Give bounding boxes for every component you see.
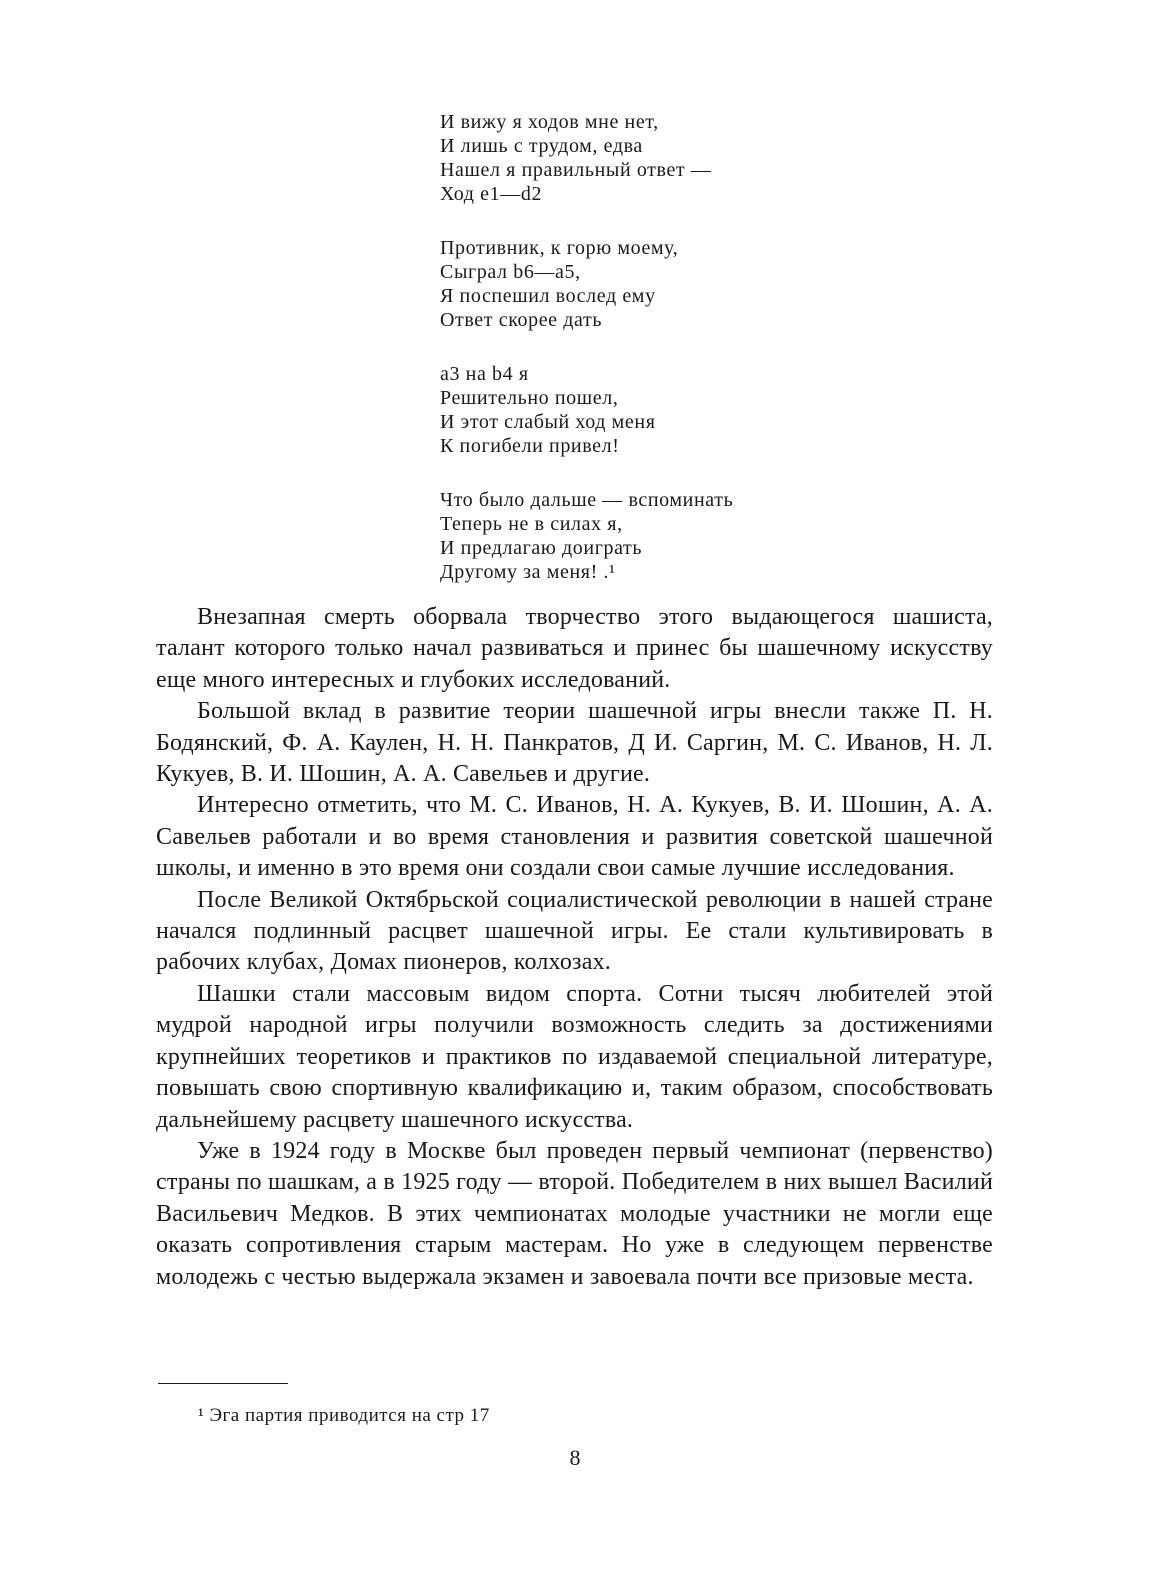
poem-line: Нашел я правильный ответ —: [440, 159, 712, 181]
poem-line: Решительно пошел,: [440, 387, 619, 409]
poem-line: И этот слабый ход меня: [440, 411, 656, 433]
poem-stanza: [440, 488, 860, 584]
footnote-divider: [158, 1383, 288, 1384]
poem-stanza: [440, 236, 860, 332]
paragraph: Большой вклад в развитие теории шашечной игры внесли также П. Н. Бодянский, Ф. А. Каулен, Н. Н. Панкратов, Д И. Саргин, М. С. Иванов, Н. Л. Кукуев, В. И. Шошин, А. А. Савельев и другие.: [156, 698, 993, 788]
paragraph: Внезапная смерть оборвала творчество этого выдающегося шашиста, талант которого только начал развиваться и принес бы шашечному искусству еще много интересных и глубоких исследований.: [156, 604, 993, 693]
poem: [440, 110, 860, 614]
poem-line: Сыграл b6—а5,: [440, 261, 581, 283]
poem-line: И вижу я ходов мне нет,: [440, 111, 659, 133]
paragraph: Шашки стали массовым видом спорта. Сотни тысяч любителей этой мудрой народной игры получили возможность следить за достижениями крупнейших теоретиков и практиков по издаваемой специальной литературе, повышать свою спортивную квалификацию и, таким образом, способствовать дальнейшему расцвету шашечного искусства.: [156, 980, 993, 1133]
poem-line: Я поспешил вослед ему: [440, 285, 656, 307]
paragraph: Интересно отметить, что М. С. Иванов, Н. А. Кукуев, В. И. Шошин, А. А. Савельев работали и во время становления и развития советской шашечной школы, и именно в это время они создали свои самые лучшие исследования.: [156, 792, 993, 882]
poem-line: И предлагаю доиграть: [440, 537, 643, 559]
poem-stanza: [440, 110, 860, 206]
poem-line: Теперь не в силах я,: [440, 513, 623, 535]
poem-line: К погибели привел!: [440, 435, 620, 457]
poem-line: Ответ скорее дать: [440, 309, 603, 331]
poem-line: Ход е1—d2: [440, 183, 543, 205]
poem-stanza: [440, 362, 860, 458]
poem-line: Что было дальше — вспоминать: [440, 489, 734, 511]
poem-line: Другому за меня! .¹: [440, 561, 616, 583]
footnote: ¹ Эга партия приводится на стр 17: [198, 1405, 490, 1426]
body-text: [156, 602, 993, 1293]
paragraph: Уже в 1924 году в Москве был проведен первый чемпионат (первенство) страны по шашкам, а в 1925 году — второй. Победителем в них вышел Василий Васильевич Медков. В этих чемпионатах молодые участники не могли еще оказать сопротивления старым мастерам. Но уже в следующем первенстве молодежь с честью выдержала экзамен и завоевала почти все призовые места.: [156, 1137, 993, 1290]
poem-line: И лишь с трудом, едва: [440, 135, 643, 157]
page-number: 8: [569, 1445, 581, 1470]
poem-line: а3 на b4 я: [440, 363, 529, 385]
paragraph: После Великой Октябрьской социалистической революции в нашей стране начался подлинный расцвет шашечной игры. Ее стали культивировать в рабочих клубах, Домах пионеров, колхозах.: [156, 886, 993, 976]
poem-line: Противник, к горю моему,: [440, 237, 679, 259]
